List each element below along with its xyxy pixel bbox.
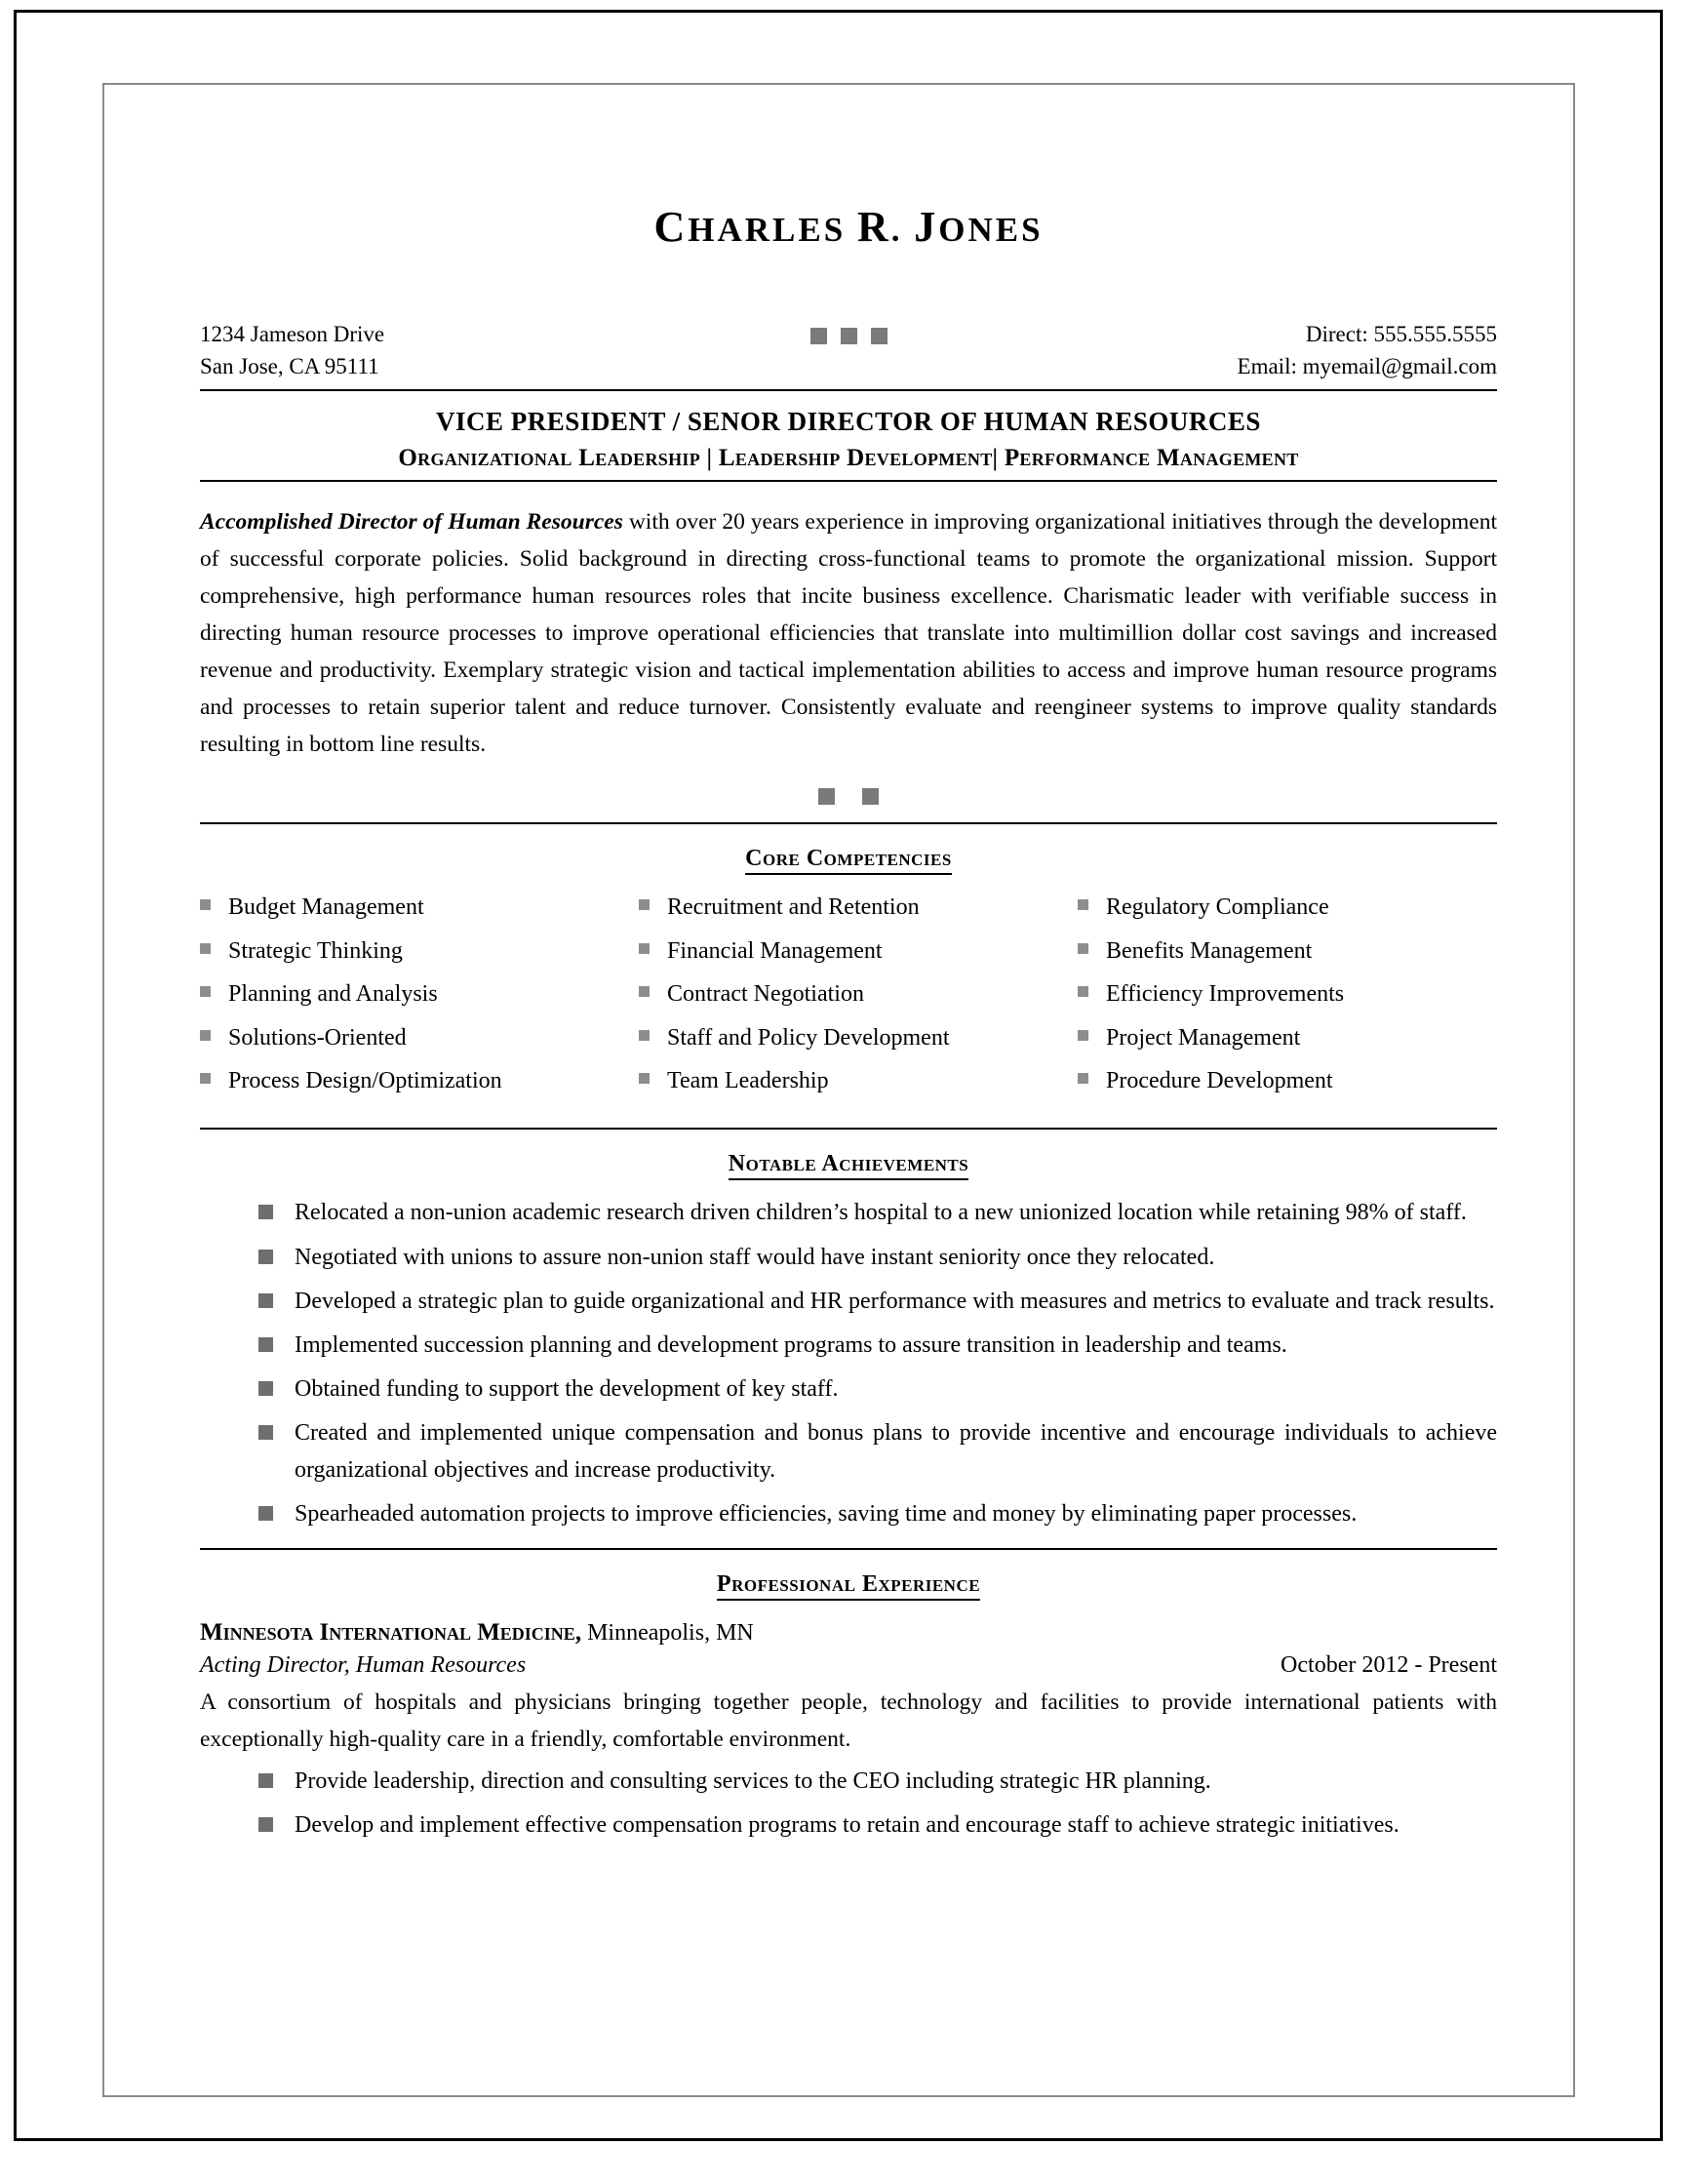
competency-item <box>639 890 1058 925</box>
square-bullet-icon <box>258 1205 273 1219</box>
company-name: Minnesota International Medicine, <box>200 1618 582 1646</box>
square-icon <box>841 328 857 344</box>
square-icon <box>862 788 879 805</box>
competency-label: Staff and Policy Development <box>667 1024 950 1051</box>
square-bullet-icon <box>1078 1030 1088 1041</box>
competency-item <box>200 976 619 1012</box>
resume-sheet <box>102 83 1575 2097</box>
section-title-core-competencies: Core Competencies <box>200 846 1497 872</box>
competency-item <box>1078 1020 1497 1055</box>
address-line-1: 1234 Jameson Drive <box>200 322 385 346</box>
square-bullet-icon <box>200 1073 211 1084</box>
square-bullet-icon <box>258 1817 273 1832</box>
list-item <box>258 1415 1497 1488</box>
square-bullet-icon <box>258 1425 273 1440</box>
square-bullet-icon <box>200 986 211 997</box>
job-headline: VICE PRESIDENT / SENOR DIRECTOR OF HUMAN RESOURCES <box>436 406 1261 436</box>
achievements-list <box>200 1195 1497 1532</box>
achievement-text: Created and implemented unique compensation and bonus plans to provide incentive and encourage individuals to achieve organizational objectives and increase productivity. <box>295 1420 1497 1483</box>
competency-item <box>1078 890 1497 925</box>
competency-item <box>200 890 619 925</box>
list-item <box>258 1328 1497 1364</box>
competency-label: Project Management <box>1106 1024 1301 1051</box>
competency-item <box>1078 1063 1497 1098</box>
square-bullet-icon <box>639 1073 650 1084</box>
square-bullet-icon <box>258 1381 273 1396</box>
competency-label: Team Leadership <box>667 1068 829 1093</box>
competency-label: Recruitment and Retention <box>667 894 920 921</box>
section-title-notable-achievements: Notable Achievements <box>200 1151 1497 1177</box>
competency-label: Strategic Thinking <box>228 937 403 964</box>
job-bullet-text: Develop and implement effective compensation programs to retain and encourage staff to achieve strategic initiatives. <box>295 1812 1400 1839</box>
competency-item <box>200 1020 619 1055</box>
achievement-text: Developed a strategic plan to guide organizational and HR performance with measures and metrics to evaluate and track results. <box>295 1288 1495 1314</box>
job-role-row <box>200 1652 1497 1679</box>
list-item <box>258 1284 1497 1320</box>
square-bullet-icon <box>200 943 211 954</box>
square-bullet-icon <box>258 1337 273 1352</box>
address-line-2: San Jose, CA 95111 <box>200 354 379 379</box>
square-bullet-icon <box>258 1506 273 1521</box>
resume-content <box>200 202 1497 1852</box>
competency-label: Financial Management <box>667 937 883 964</box>
square-bullet-icon <box>1078 1073 1088 1084</box>
competency-label: Efficiency Improvements <box>1106 981 1345 1008</box>
square-bullet-icon <box>639 943 650 954</box>
contact-row <box>200 318 1497 391</box>
job-bullet-text: Provide leadership, direction and consulting services to the CEO including strategic HR planning. <box>295 1768 1211 1795</box>
section-divider <box>200 822 1497 824</box>
square-bullet-icon <box>258 1250 273 1264</box>
job-subheadline: Organizational Leadership | Leadership Development| Performance Management <box>200 445 1497 482</box>
core-competencies-grid <box>200 890 1497 1106</box>
competency-label: Contract Negotiation <box>667 981 864 1008</box>
square-bullet-icon <box>258 1773 273 1788</box>
competency-label: Budget Management <box>228 894 424 921</box>
competency-item <box>639 1063 1058 1098</box>
experience-entry <box>200 1619 1497 1845</box>
achievement-text: Implemented succession planning and development programs to assure transition in leadership and teams. <box>295 1332 1287 1359</box>
competency-column <box>639 890 1058 1106</box>
competency-item <box>200 933 619 969</box>
square-bullet-icon <box>200 899 211 910</box>
square-bullet-icon <box>258 1293 273 1308</box>
competency-item <box>1078 933 1497 969</box>
competency-item <box>639 976 1058 1012</box>
competency-column <box>1078 890 1497 1106</box>
summary-lead: Accomplished Director of Human Resources <box>200 508 623 535</box>
job-dates: October 2012 - Present <box>1281 1651 1497 1678</box>
job-company-line <box>200 1619 1497 1647</box>
job-bullets <box>200 1764 1497 1844</box>
competency-item <box>1078 976 1497 1012</box>
page-border <box>14 10 1663 2141</box>
competency-column <box>200 890 619 1106</box>
section-title-professional-experience: Professional Experience <box>200 1571 1497 1598</box>
summary-body: with over 20 years experience in improving organizational initiatives through the development of successful corporate policies. Solid background in directing cross-functional teams to promote the organizational mission. Support comprehensive, high performance human resources roles that incite business excellence. Charismatic leader with verifiable success in directing human resource processes to improve operational efficiencies that translate into multimillion dollar cost savings and increased revenue and productivity. Exemplary strategic vision and tactical implementation abilities to access and improve human resource programs and processes to retain superior talent and reduce turnover. Consistently evaluate and reengineer systems to improve quality standards resulting in bottom line results. <box>200 508 1497 758</box>
decor-squares-header <box>200 328 1497 344</box>
list-item <box>258 1807 1497 1844</box>
competency-label: Regulatory Compliance <box>1106 894 1329 921</box>
square-bullet-icon <box>639 899 650 910</box>
list-item <box>258 1240 1497 1276</box>
square-bullet-icon <box>200 1030 211 1041</box>
achievement-text: Negotiated with unions to assure non-union staff would have instant seniority once they relocated. <box>295 1244 1215 1270</box>
decor-squares-divider <box>200 788 1497 805</box>
section-divider <box>200 1128 1497 1130</box>
job-description: A consortium of hospitals and physicians bringing together people, technology and facilities to provide international patients with exceptionally high-quality care in a friendly, comfortable environment. <box>200 1688 1497 1752</box>
competency-item <box>200 1063 619 1098</box>
list-item <box>258 1496 1497 1532</box>
square-icon <box>810 328 827 344</box>
phone-text: Direct: 555.555.5555 <box>1305 322 1497 346</box>
competency-label: Procedure Development <box>1106 1068 1333 1093</box>
job-title: Acting Director, Human Resources <box>200 1651 527 1678</box>
list-item <box>258 1371 1497 1408</box>
list-item <box>258 1195 1497 1231</box>
achievement-text: Obtained funding to support the development of key staff. <box>295 1376 839 1403</box>
competency-label: Solutions-Oriented <box>228 1024 407 1051</box>
achievement-text: Relocated a non-union academic research driven children’s hospital to a new unionized location while retaining 98% of staff. <box>295 1200 1467 1226</box>
section-divider <box>200 1548 1497 1550</box>
summary-paragraph <box>200 503 1497 763</box>
square-bullet-icon <box>1078 943 1088 954</box>
competency-item <box>639 933 1058 969</box>
square-icon <box>871 328 887 344</box>
candidate-name: CHARLES R. JONES <box>653 203 1044 251</box>
square-bullet-icon <box>639 1030 650 1041</box>
square-icon <box>818 788 835 805</box>
square-bullet-icon <box>1078 899 1088 910</box>
competency-item <box>639 1020 1058 1055</box>
square-bullet-icon <box>639 986 650 997</box>
competency-label: Process Design/Optimization <box>228 1068 502 1093</box>
list-item <box>258 1764 1497 1800</box>
company-location: Minneapolis, MN <box>581 1619 754 1646</box>
achievement-text: Spearheaded automation projects to improve efficiencies, saving time and money by eliminating paper processes. <box>295 1500 1358 1527</box>
competency-label: Planning and Analysis <box>228 981 438 1008</box>
competency-label: Benefits Management <box>1106 937 1313 964</box>
square-bullet-icon <box>1078 986 1088 997</box>
email-text: Email: myemail@gmail.com <box>1237 354 1497 379</box>
